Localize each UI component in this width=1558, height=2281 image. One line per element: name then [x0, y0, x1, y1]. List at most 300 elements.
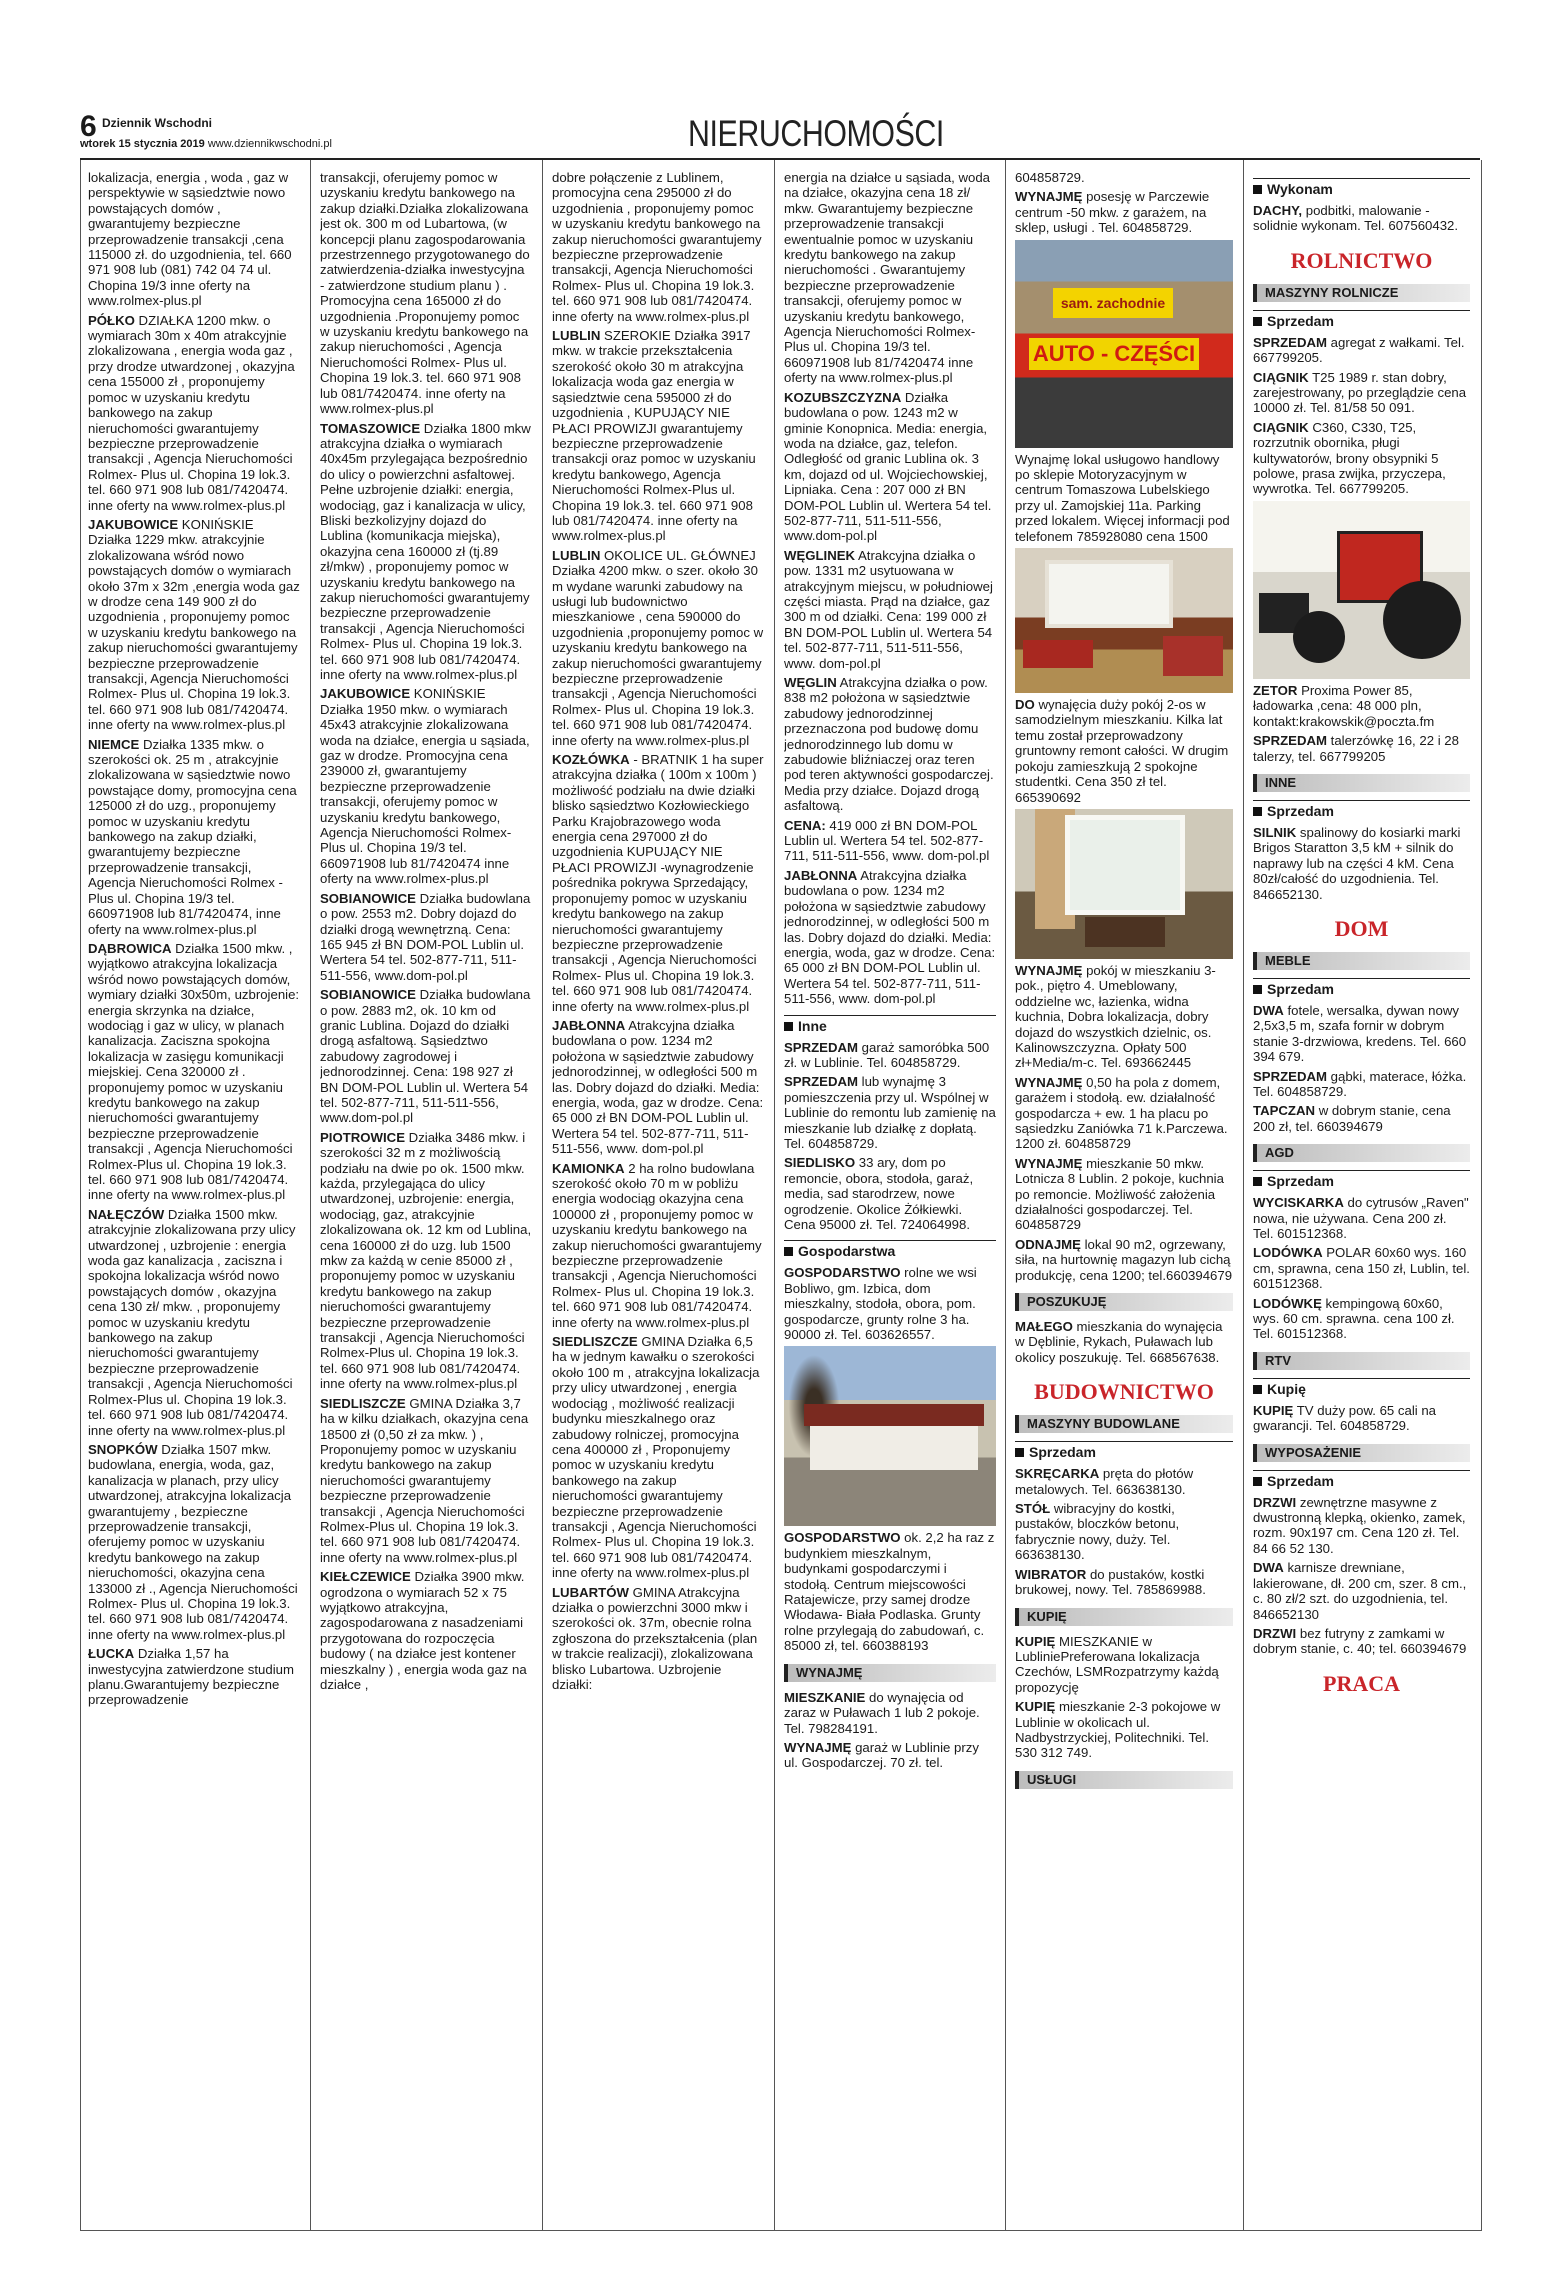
square-bullet-icon: [1253, 1385, 1262, 1394]
ad-text: Działka 1500 mkw. atrakcyjnie zlokalizowana przy ulicy utwardzonej , uzbrojenie : energia woda gaz kanalizacja , zaciszna i spokojna lokalizacja wśród nowo powstających domów , okazyjna cena 130 zł/ mkw. , proponujemy pomoc w uzyskaniu kredytu bankowego na zakup nieruchomości gwarantujemy bezpieczne przeprowadzenie transakcji , Agencja Nieruchomości Rolmex-Plus ul. Chopina 19 lok.3. tel. 660 971 908 lub 081/7420474. inne oferty na www.rolmex-plus.pl: [88, 1206, 296, 1438]
classified-ad: [1253, 1195, 1470, 1241]
ad-text: Atrakcyjna działka budowlana o pow. 1234 m2 położona w sąsiedztwie zabudowy jednorodzinnej, w odległości 500 m las. Dobry dojazd do działki. Media: energia, woda, gaz w drodze. Cena: 65 000 zł BN DOM-POL Lublin ul. Wertera 54 tel. 502-877-711, 511-511-556, www. dom-pol.pl: [552, 1017, 764, 1157]
classified-ad: [1253, 683, 1470, 729]
ad-list: [552, 170, 764, 1692]
subsection-bar-wyposazenie: WYPOSAŻENIE: [1253, 1444, 1470, 1462]
page-header: [80, 112, 1480, 160]
ad-text: wibracyjny do kostki, pustaków, bloczków betonu, fabrycznie nowy, duży. Tel. 663638130.: [1015, 1501, 1180, 1563]
ad-text: transakcji, oferujemy pomoc w uzyskaniu kredytu bankowego na zakup działki.Działka zlokalizowana jest ok. 300 m od Lubartowa, (w koncepcji planu zagospodarowania przestrzennego przygotowanego do zatwierdzenia-działka inwestycyjna - zatwierdzone studium planu ) . Promocyjna cena 165000 zł do uzgodnienia .Proponujemy pomoc w uzyskaniu kredytu bankowego na zakup nieruchomości , Agencja Nieruchomości Rolmex- Plus ul. Chopina 19 lok.3. tel. 660 971 908 lub 081/7420474. inne oferty na www.rolmex-plus.pl: [320, 170, 530, 417]
classified-ad: [552, 1334, 764, 1581]
column-1: [88, 170, 300, 2230]
ad-lead-word: SOBIANOWICE: [320, 890, 416, 906]
classified-ad: [1253, 1103, 1470, 1134]
classified-ad: [88, 313, 300, 513]
ad-lead-word: GOSPODARSTWO: [784, 1265, 901, 1281]
ad-text: SZEROKIE Działka 3917 mkw. w trakcie przekształcenia szerokość około 30 m atrakcyjna lokalizacja woda gaz energia w sąsiedztwie cena 595000 zł do uzgodnienia , KUPUJĄCY NIE PŁACI PROWIZJI gwarantujemy bezpieczne przeprowadzenie transakcji oraz pomoc w uzyskaniu kredytu bankowego, Agencja Nieruchomości Rolmex-Plus ul. Chopina 19 lok.3. tel. 660 971 908 lub 081/7420474. inne oferty na www.rolmex-plus.pl: [552, 328, 756, 544]
ad-text: Działka 1500 mkw. , wyjątkowo atrakcyjna lokalizacja wśród nowo powstających domów, wymiary działki 30x50m, uzbrojenie: energia skrzynka na działce, wodociąg i gaz w ulicy, w planach kanalizacja. Zaciszna spokojna lokalizacja w zasięgu komunikacji miejskiej. Cena 320000 zł . proponujemy pomoc w uzyskaniu kredytu bankowego na zakup nieruchomości gwarantujemy bezpieczne przeprowadzenie transakcji , Agencja Nieruchomości Rolmex-Plus ul. Chopina 19 lok.3. tel. 660 971 908 lub 081/7420474. inne oferty na www.rolmex-plus.pl: [88, 940, 300, 1203]
classified-ad: [1015, 1075, 1233, 1152]
ad-lead-word: PÓŁKO: [88, 312, 135, 328]
ad-lead-word: KIEŁCZEWICE: [320, 1569, 411, 1585]
ad-lead-word: LUBLIN: [552, 547, 601, 563]
ad-lead-word: CIĄGNIK: [1253, 419, 1309, 435]
classified-ad: [784, 1074, 996, 1151]
classified-ad: [320, 686, 532, 886]
classified-ad: [784, 170, 996, 386]
classified-ad: [1253, 420, 1470, 497]
subsection-bar-uslugi: USŁUGI: [1015, 1771, 1233, 1789]
ad-lead-word: DWA: [1253, 1002, 1284, 1018]
photo-roof: [804, 1404, 984, 1426]
square-bullet-icon: [1253, 807, 1262, 816]
category-heading-inne: [784, 1015, 996, 1034]
classified-ad: [1015, 1567, 1233, 1598]
category-heading-kupie: [1253, 1378, 1470, 1397]
ad-list: [1015, 452, 1233, 544]
classified-ad: [552, 548, 764, 748]
ad-text: KONIŃSKIE Działka 1229 mkw. atrakcyjnie zlokalizowana wśród nowo powstających domów o wymiarach około 37m x 32m ,energia woda gaz w drodze cena 149 900 zł do uzgodnienia , proponujemy pomoc w uzyskaniu kredytu bankowego na zakup nieruchomości gwarantujemy bezpieczne przeprowadzenie transakcji, Agencja Nieruchomości Rolmex- Plus ul. Chopina 19 lok.3. tel. 660 971 908 lub 081/7420474. inne oferty na www.rolmex-plus.pl: [88, 516, 300, 733]
ad-text: - BRATNIK 1 ha super atrakcyjna działka ( 100m x 100m ) możliwość podziału na dwie działki blisko sąsiedztwo Kozłowieckiego Parku Krajobrazowego woda energia cena 297000 zł do uzgodnienia KUPUJĄCY NIE PŁACI PROWIZJI -wynagrodzenie pośrednika pokrywa Sprzedający, proponujemy pomoc w uzyskaniu kredytu bankowego na zakup nieruchomości gwarantujemy bezpieczne przeprowadzenie transakcji , Agencja Nieruchomości Rolmex- Plus ul. Chopina 19 lok.3. tel. 660 971 908 lub 081/7420474. inne oferty na www.rolmex-plus.pl: [552, 752, 764, 1014]
section-title: NIERUCHOMOŚCI: [688, 113, 944, 154]
ad-lead-word: WYCISKARKA: [1253, 1195, 1344, 1211]
ad-text: GMINA Działka 3,7 ha w kilku działkach, okazyjna cena 18500 zł (0,50 zł za mkw. ) , Proponujemy pomoc w uzyskaniu kredytu bankowego na zakup nieruchomości gwarantujemy bezpieczne przeprowadzenie transakcji , Agencja Nieruchomości Rolmex-Plus ul. Chopina 19 lok.3. tel. 660 971 908 lub 081/7420474. inne oferty na www.rolmex-plus.pl: [320, 1395, 529, 1565]
ad-text: C360, C330, T25, rozrzutnik obornika, pługi kultywatorów, brony obsypniki 5 polowe, prasa zwijka, przyczepa, wywrotka. Tel. 667799205.: [1253, 419, 1446, 497]
ad-text: Działka 3900 mkw. ogrodzona o wymiarach 52 x 75 wyjątkowo atrakcyjna, zagospodarowana z nasadzeniami przygotowana do rozpoczęcia budowy ( na działce jest kontener mieszkalny ) , energia woda gaz na działce ,: [320, 1569, 527, 1692]
category-heading-wykonam: [1253, 178, 1470, 197]
ad-lead-word: WYNAJMĘ: [1015, 189, 1083, 205]
ad-lead-word: CIĄGNIK: [1253, 369, 1309, 385]
ad-text: 604858729.: [1015, 170, 1085, 185]
subsection-bar-meble: MEBLE: [1253, 952, 1470, 970]
photo-window: [1065, 815, 1185, 915]
ad-text: Działka 1507 mkw. budowlana, energia, woda, gaz, kanalizacja w planach, przy ulicy utwardzonej, atrakcyjna lokalizacja gwarantujemy , bezpieczne przeprowadzenie transakcji, oferujemy pomoc w uzyskaniu kredytu bankowego na zakup nieruchomości, okazyjna cena 133000 zł ., Agencja Nieruchomości Rolmex- Plus ul. Chopina 19 lok.3. tel. 660 971 908 lub 081/7420474. inne oferty na www.rolmex-plus.pl: [88, 1441, 298, 1642]
section-heading-budownictwo: BUDOWNICTWO: [1034, 1379, 1214, 1405]
classified-ad: [552, 1018, 764, 1157]
ad-lead-word: KOZŁÓWKA: [552, 752, 630, 768]
square-bullet-icon: [1253, 185, 1262, 194]
ad-lead-word: SIEDLISKO: [784, 1155, 856, 1171]
ad-lead-word: SPRZEDAM: [1253, 1068, 1327, 1084]
room-photo: [1015, 809, 1233, 959]
square-bullet-icon: [1015, 1448, 1024, 1457]
farm-house-photo: [784, 1346, 996, 1526]
ad-text: Działka 3486 mkw. i szerokości 32 m z możliwością podziału na dwie po ok. 1500 mkw. każda, przylegająca do ulicy utwardzonej, uzbrojenie: energia, wodociąg, gaz, atrakcyjnie zlokalizowana ok. 12 km od Lublina, cena 160000 zł do uzg. lub 1500 mkw za każdą w cenie 85000 zł , proponujemy pomoc w uzyskaniu kredytu bankowego na zakup nieruchomości gwarantujemy bezpieczne przeprowadzenie transakcji , Agencja Nieruchomości Rolmex-Plus ul. Chopina 19 lok.3. tel. 660 971 908 lub 081/7420474. inne oferty na www.rolmex-plus.pl: [320, 1129, 532, 1392]
tractor-photo: [1253, 501, 1470, 679]
ad-text: KONIŃSKIE Działka 1950 mkw. o wymiarach 45x43 atrakcyjnie zlokalizowana woda na działce, energia u sąsiada, gaz w drodze. Promocyjna cena 239000 zł, gwarantujemy bezpieczne przeprowadzenie transakcji, oferujemy pomoc w uzyskaniu kredytu bankowego, Agencja Nieruchomości Rolmex- Plus ul. Chopina 19/3 tel. 660971908 lub 81/7420474 inne oferty na www.rolmex-plus.pl: [320, 686, 530, 887]
classified-ad: [784, 1155, 996, 1232]
classified-ad: [1015, 1319, 1233, 1365]
ad-lead-word: WYNAJMĘ: [784, 1739, 852, 1755]
ad-lead-word: TOMASZOWICE: [320, 420, 421, 436]
ad-lead-word: DRZWI: [1253, 1494, 1297, 1510]
ad-text: karnisze drewniane, lakierowane, dł. 200 cm, szer. 8 cm., c. 80 zł/2 szt. do uzgodnienia, tel. 846652130: [1253, 1560, 1467, 1622]
subsection-bar-agd: AGD: [1253, 1144, 1470, 1162]
classified-ad: [1015, 1634, 1233, 1696]
ad-lead-word: WĘGLINEK: [784, 547, 856, 563]
category-label: Sprzedam: [1267, 980, 1334, 997]
ad-text: w dobrym stanie, cena 200 zł, tel. 660394679: [1253, 1103, 1451, 1134]
shop-sign-small: sam. zachodnie: [1053, 288, 1173, 318]
classified-ad: [1253, 733, 1470, 764]
ad-lead-word: SKRĘCARKA: [1015, 1466, 1100, 1482]
column-divider: [1005, 160, 1006, 2230]
ad-text: Atrakcyjna działka budowlana o pow. 1234 m2 położona w sąsiedztwie zabudowy jednorodzinnej, w odległości 500 m las. Dobry dojazd do działki. Media: energia, woda, gaz w drodze. Cena: 65 000 zł BN DOM-POL Lublin ul. Wertera 54 tel. 502-877-711, 511-511-556, www. dom-pol.pl: [784, 867, 996, 1007]
ad-lead-word: DRZWI: [1253, 1625, 1297, 1641]
classified-ad: [784, 1530, 996, 1653]
category-heading-sprzedam: [1253, 978, 1470, 997]
classified-ad: [552, 1585, 764, 1693]
brand-name: Dziennik Wschodni: [102, 116, 213, 130]
classified-ad: [784, 675, 996, 814]
ad-lead-word: KAMIONKA: [552, 1160, 625, 1176]
square-bullet-icon: [784, 1022, 793, 1031]
classified-ad: [1015, 189, 1233, 235]
photo-bed: [1163, 636, 1223, 676]
ad-list: [1253, 335, 1470, 497]
subsection-bar-maszyny-rolnicze: MASZYNY ROLNICZE: [1253, 284, 1470, 302]
ad-text: lokalizacja, energia , woda , gaz w perspektywie w sąsiedztwie nowo powstających domów , gwarantujemy bezpieczne przeprowadzenie transakcji ,cena 115000 zł. do uzgodnienia, tel. 660 971 908 lub (081) 742 04 74 ul. Chopina 19/3 inne oferty na www.rolmex-plus.pl: [88, 170, 292, 309]
category-label: Gospodarstwa: [798, 1243, 896, 1260]
ad-lead-word: ZETOR: [1253, 682, 1298, 698]
ad-lead-word: TAPCZAN: [1253, 1103, 1316, 1119]
ad-text: do wynajęcia od zaraz w Puławach 1 lub 2 pokoje. Tel. 798284191.: [784, 1689, 980, 1736]
ad-lead-word: LODÓWKA: [1253, 1245, 1323, 1261]
category-label: Kupię: [1267, 1380, 1306, 1397]
ad-lead-word: DĄBROWICA: [88, 940, 172, 956]
category-heading-sprzedam: [1015, 1441, 1233, 1460]
ad-lead-word: DO: [1015, 697, 1035, 713]
ad-text: pręta do płotów metalowych. Tel. 663638130.: [1015, 1466, 1194, 1497]
ad-lead-word: SPRZEDAM: [1253, 733, 1327, 749]
classified-ad: [1015, 963, 1233, 1071]
ad-lead-word: JAKUBOWICE: [320, 686, 411, 702]
ad-list: [1253, 1495, 1470, 1657]
classified-ad: [88, 517, 300, 733]
classified-ad: [88, 941, 300, 1203]
ad-lead-word: SIEDLISZCZE: [552, 1334, 638, 1350]
column-4: [784, 170, 996, 2230]
ad-lead-word: SIEDLISZCZE: [320, 1395, 406, 1411]
ad-lead-word: ODNAJMĘ: [1015, 1236, 1081, 1252]
ad-text: 33 ary, dom po remoncie, obora, stodoła, garaż, media, sad starodrzew, nowe ogrodzenie. Okolice Żółkiewki. Cena 95000 zł. Tel. 724064998.: [784, 1155, 974, 1232]
photo-wheel: [1293, 611, 1345, 663]
classified-ad: [320, 170, 532, 417]
classified-ad: [1253, 1626, 1470, 1657]
classified-ad: [784, 548, 996, 671]
room-photo: [1015, 548, 1233, 693]
ad-lead-word: LUBARTÓW: [552, 1584, 629, 1600]
category-heading-gospodarstwa: [784, 1240, 996, 1259]
ad-lead-word: SPRZEDAM: [784, 1074, 858, 1090]
ad-text: kempingową 60x60, wys. 60 cm. sprawna. cena 100 zł. Tel. 601512368.: [1253, 1295, 1455, 1342]
classified-ad: [88, 1442, 300, 1642]
category-label: Sprzedam: [1267, 312, 1334, 329]
ad-text: lub wynajmę 3 pomieszczenia przy ul. Wspólnej w Lublinie do remontu lub zamienię na mieszkanie lub działkę z dopłatą. Tel. 604858729.: [784, 1074, 996, 1151]
ad-text: Działka 1335 mkw. o szerokości ok. 25 m , atrakcyjnie zlokalizowana w sąsiedztwie nowo powstające domy, promocyjna cena 125000 zł do uzg., proponujemy pomoc w uzyskaniu kredytu bankowego na zakup działki, gwarantujemy bezpieczne przeprowadzenie transakcji, Agencja Nieruchomości Rolmex - Plus ul. Chopina 19/3 tel. 660971908 lub 81/7420474, inne oferty na www.rolmex-plus.pl: [88, 736, 297, 937]
photo-bed: [1023, 640, 1093, 668]
ad-lead-word: GOSPODARSTWO: [784, 1530, 901, 1546]
classified-ad: [1253, 1403, 1470, 1434]
ad-text: mieszkanie 50 mkw. Lotnicza 8 Lublin. 2 pokoje, kuchnia po remoncie. Możliwość założenia działalności gospodarczej. Tel. 604858729: [1015, 1155, 1224, 1233]
category-label: Sprzedam: [1267, 1173, 1334, 1190]
ad-text: do pustaków, kostki brukowej, nowy. Tel. 785869988.: [1015, 1566, 1206, 1598]
ad-text: zewnętrzne masywne z dwustronną klepką, okienko, zamek, rozm. 90x197 cm. Cena 120 zł. Tel. 84 66 52 130.: [1253, 1494, 1466, 1556]
ad-list: [1253, 683, 1470, 764]
ad-lead-word: MIESZKANIE: [784, 1689, 866, 1705]
ad-text: OKOLICE UL. GŁÓWNEJ Działka 4200 mkw. o szer. około 30 m wydane warunki zabudowy na usługi lub budownictwo mieszkaniowe , cena 590000 do uzgodnienia ,proponujemy pomoc w uzyskaniu kredytu bankowego na zakup nieruchomości gwarantujemy bezpieczne przeprowadzenie transakcji , Agencja Nieruchomości Rolmex- Plus ul. Chopina 19 lok.3. tel. 660 971 908 lub 081/7420474. inne oferty na www.rolmex-plus.pl: [552, 547, 764, 748]
ad-list: [1015, 963, 1233, 1283]
ad-text: GMINA Działka 6,5 ha w jednym kawałku o szerokości około 100 m , atrakcyjna lokalizacja przy ulicy utwardzonej , energia wodociąg , możliwość realizacji budynku mieszkalnego oraz zabudowy rolniczej, promocyjna cena 400000 zł , Proponujemy pomoc w uzyskaniu kredytu bankowego na zakup nieruchomości gwarantujemy bezpieczne przeprowadzenie transakcji , Agencja Nieruchomości Rolmex- Plus ul. Chopina 19 lok.3. tel. 660 971 908 lub 081/7420474. inne oferty na www.rolmex-plus.pl: [552, 1334, 760, 1581]
classified-ad: [88, 1646, 300, 1708]
classified-ad: [320, 891, 532, 983]
ad-text: wynajęcia duży pokój 2-os w samodzielnym mieszkaniu. Kilka lat temu został przeprowadzony gruntowny remont całości. W drugim pokoju zamieszkują 2 spokojne studentki. Cena 350 zł tel. 665390692: [1015, 697, 1229, 805]
ad-text: podbitki, malowanie - solidnie wykonam. Tel. 607560432.: [1253, 203, 1459, 234]
ad-list: [1253, 203, 1470, 234]
ad-lead-word: WYNAJMĘ: [1015, 1155, 1083, 1171]
ad-text: Działka budowlana o pow. 1243 m2 w gminie Konopnica. Media: energia, woda na działce, gaz, telefon. Odległość od granic Lublina ok. 3 km, dojazd od ul. Wojciechowskiej, Lipniaka. Cena : 207 000 zł BN DOM-POL Lublin ul. Wertera 54 tel. 502-877-711, 511-511-556, www.dom-pol.pl: [784, 389, 992, 544]
classified-ad: [1015, 1156, 1233, 1233]
ad-lead-word: NIEMCE: [88, 736, 140, 752]
classified-ad: [784, 1040, 996, 1071]
column-divider: [542, 160, 543, 2230]
ad-lead-word: JABŁONNA: [552, 1017, 626, 1033]
classified-ad: [1253, 1495, 1470, 1557]
ad-list: [1253, 1403, 1470, 1434]
ad-list: [1015, 1466, 1233, 1597]
ad-lead-word: SPRZEDAM: [784, 1039, 858, 1055]
ad-text: 419 000 zł BN DOM-POL Lublin ul. Wertera 54 tel. 502-877-711, 511-511-556, www. dom-pol.pl: [784, 817, 990, 864]
ad-text: energia na działce u sąsiada, woda na działce, okazyjna cena 18 zł/ mkw. Gwarantujemy bezpieczne przeprowadzenie transakcji ewentualnie pomoc w uzyskaniu kredytu bankowego na zakup nieruchomości . Gwarantujemy bezpieczne przeprowadzenie transakcji, oferujemy pomoc w uzyskaniu kredytu bankowego, Agencja Nieruchomości Rolmex- Plus ul. Chopina 19/3 tel. 660971908 lub 81/7420474 inne oferty na www.rolmex-plus.pl: [784, 170, 991, 386]
classified-ad: [320, 421, 532, 683]
ad-lead-word: WYNAJMĘ: [1015, 962, 1083, 978]
ad-text: T25 1989 r. stan dobry, zarejestrowany, po przeglądzie cena 10000 zł. Tel. 81/58 50 091.: [1253, 369, 1467, 416]
classified-ad: [1253, 1003, 1470, 1065]
column-3: [552, 170, 764, 2230]
ad-list: [1253, 825, 1470, 902]
classified-ad: [320, 1130, 532, 1392]
ad-text: garaż samoróbka 500 zł. w Lublinie. Tel. 604858729.: [784, 1039, 990, 1070]
ad-text: pokój w mieszkaniu 3-pok., piętro 4. Umeblowany, oddzielne wc, łazienka, widna kuchnia, Dobra lokalizacja, dobry dojazd do wszystkich dzielnic, os. Kalinowszczyzna. Opłaty 500 zł+Media/m-c. Tel. 693662445: [1015, 962, 1216, 1071]
section-heading-praca: PRACA: [1323, 1670, 1400, 1696]
classified-ad: [1253, 1069, 1470, 1100]
category-label: Sprzedam: [1267, 1472, 1334, 1489]
classified-ad: [320, 1569, 532, 1692]
category-heading-sprzedam: [1253, 800, 1470, 819]
category-heading-sprzedam: [1253, 1170, 1470, 1189]
ad-text: talerzówkę 16, 22 i 28 talerzy, tel. 667799205: [1253, 733, 1459, 764]
ad-lead-word: ŁUCKA: [88, 1646, 135, 1662]
ad-text: Działka budowlana o pow. 2553 m2. Dobry dojazd do działki drogą wewnętrzną. Cena: 165 945 zł BN DOM-POL Lublin ul. Wertera 54 tel. 502-877-711, 511-511-556, www.dom-pol.pl: [320, 890, 531, 983]
classified-ad: [1015, 1699, 1233, 1761]
subsection-bar-poszukuje: POSZUKUJĘ: [1015, 1293, 1233, 1311]
ad-text: agregat z wałkami. Tel. 667799205.: [1253, 334, 1465, 366]
category-heading-sprzedam: [1253, 1470, 1470, 1489]
ad-text: TV duży pow. 65 cali na gwarancji. Tel. 604858729.: [1253, 1402, 1437, 1434]
square-bullet-icon: [1253, 317, 1262, 326]
ad-list: [784, 1040, 996, 1233]
ad-lead-word: CENA:: [784, 817, 826, 833]
ad-list: [784, 1690, 996, 1771]
ad-text: Działka 1,57 ha inwestycyjna zatwierdzone studium planu.Gwarantujemy bezpieczne przeprowadzenie: [88, 1646, 294, 1708]
category-label: Wykonam: [1267, 181, 1333, 197]
ad-lead-word: KOZUBSZCZYZNA: [784, 389, 902, 405]
square-bullet-icon: [784, 1247, 793, 1256]
shop-sign-large: AUTO - CZĘŚCI: [1029, 338, 1199, 370]
column-divider: [1243, 160, 1244, 2230]
ad-text: lokal 90 m2, ogrzewany, siła, na hurtownię magazyn lub cichą produkcję, cena 1200; tel.660394679: [1015, 1236, 1233, 1283]
ad-text: Wynajmę lokal usługowo handlowy po sklepie Motoryzacyjnym w centrum Tomaszowa Lubelskiego przy ul. Zamojskiej 11a. Parking przed lokalem. Więcej informacji pod telefonem 785928080 cena 1500: [1015, 451, 1230, 544]
classified-ad: [1253, 1296, 1470, 1342]
ad-list: [1015, 170, 1233, 236]
ad-text: dobre połączenie z Lublinem, promocyjna cena 295000 zł do uzgodnienia , proponujemy pomoc w uzyskaniu kredytu bankowego na zakup nieruchomości gwarantujemy bezpieczne przeprowadzenie transakcji, Agencja Nieruchomości Rolmex- Plus ul. Chopina 19 lok.3. tel. 660 971 908 lub 081/7420474. inne oferty na www.rolmex-plus.pl: [552, 170, 762, 324]
auto-parts-shop-photo: [1015, 240, 1233, 448]
photo-wall: [810, 1426, 978, 1470]
ad-lead-word: WĘGLIN: [784, 675, 837, 690]
ad-text: POLAR 60x60 wys. 160 cm, sprawna, cena 150 zł, Lublin, tel. 601512368.: [1253, 1245, 1470, 1292]
ad-lead-word: SOBIANOWICE: [320, 987, 416, 1003]
ad-lead-word: DWA: [1253, 1560, 1284, 1576]
classified-ad: [1015, 452, 1233, 544]
classified-ad: [784, 1265, 996, 1342]
ad-lead-word: LUBLIN: [552, 328, 601, 344]
classified-ad: [1253, 825, 1470, 902]
ad-lead-word: SPRZEDAM: [1253, 334, 1327, 350]
ad-text: MIESZKANIE w LubliniePreferowana lokalizacja Czechów, LSMRozpatrzymy każdą propozycję: [1015, 1633, 1219, 1695]
ad-lead-word: WYNAJMĘ: [1015, 1074, 1083, 1090]
classified-ad: [784, 1740, 996, 1771]
photo-window: [1045, 560, 1173, 628]
ad-lead-word: LODÓWKĘ: [1253, 1295, 1322, 1311]
column-6: [1253, 170, 1470, 2230]
ad-text: gąbki, materace, łóżka. Tel. 604858729.: [1253, 1068, 1467, 1099]
issue-date-line: [80, 138, 332, 151]
classified-ad: [784, 868, 996, 1007]
ad-text: 2 ha rolno budowlana szerokość około 70 m w pobliżu energia wodociąg okazyjna cena 100000 zł , proponujemy pomoc w uzyskaniu kredytu bankowego na zakup nieruchomości gwarantujemy bezpieczne przeprowadzenie transakcji , Agencja Nieruchomości Rolmex- Plus ul. Chopina 19 lok.3. tel. 660 971 908 lub 081/7420474. inne oferty na www.rolmex-plus.pl: [552, 1160, 762, 1330]
ad-text: rolne we wsi Bobliwo, gm. Izbica, dom mieszkalny, stodoła, obora, pom. gospodarcze, grunty rolne 3 ha. 90000 zł. Tel. 603626557.: [784, 1265, 977, 1343]
ad-text: mieszkania do wynajęcia w Dęblinie, Rykach, Puławach lub okolicy poszukuję. Tel. 668567638.: [1015, 1319, 1223, 1365]
classified-ad: [88, 1207, 300, 1438]
ad-text: bez futryny z zamkami w dobrym stanie, c. 40; tel. 660394679: [1253, 1625, 1467, 1657]
ad-text: ok. 2,2 ha raz z budynkiem mieszkalnym, budynkami gospodarczymi i stodołą. Centrum miejscowości Ratajewicze, przy samej drodze Włodawa- Biała Podlaska. Grunty rolne przylegają do zabudowań, c. 85000 zł, tel. 660388193: [784, 1530, 995, 1654]
classified-ad: [1015, 170, 1233, 185]
classified-ad: [88, 170, 300, 309]
subsection-bar-inne: INNE: [1253, 774, 1470, 792]
classified-ad: [552, 328, 764, 544]
square-bullet-icon: [1253, 1177, 1262, 1186]
category-label: Inne: [798, 1017, 827, 1034]
square-bullet-icon: [1253, 1477, 1262, 1486]
subsection-bar-kupie: KUPIĘ: [1015, 1608, 1233, 1626]
classified-ad: [320, 987, 532, 1126]
ad-text: Atrakcyjna działka o pow. 1331 m2 usytuowana w atrakcyjnym miejscu, w południowej części miasta. Prąd na działce, gaz 300 m od działki. Cena: 199 000 zł BN DOM-POL Lublin ul. Wertera 54 tel. 502-877-711, 511-511-556, www. dom-pol.pl: [784, 547, 993, 671]
ad-lead-word: SILNIK: [1253, 824, 1297, 840]
photo-wheel: [1383, 581, 1461, 659]
subsection-bar-wynajme: WYNAJMĘ: [784, 1664, 996, 1682]
ad-lead-word: PIOTROWICE: [320, 1129, 405, 1145]
ad-lead-word: KUPIĘ: [1253, 1402, 1294, 1418]
category-label: Sprzedam: [1029, 1444, 1096, 1461]
page-number: 6: [80, 110, 97, 143]
classified-ad: [552, 170, 764, 324]
classified-ad: [552, 752, 764, 1014]
subsection-bar-maszyny-budowlane: MASZYNY BUDOWLANE: [1015, 1415, 1233, 1433]
ad-text: fotele, wersalka, dywan nowy 2,5x3,5 m, szafa fornir w dobrym stanie 3-drzwiowa, kredens. Tel. 660 394 679.: [1253, 1002, 1467, 1065]
ad-lead-word: WIBRATOR: [1015, 1566, 1087, 1582]
photo-table: [1085, 917, 1165, 947]
ad-text: Atrakcyjna działka o pow. 838 m2 położona w sąsiedztwie zabudowy jednorodzinnej przeznaczona pod budowę domu jednorodzinnego lub domu w zabudowie bliźniaczej oraz teren pod teren aktywności gospodarczej. Media przy działce. Dojazd drogą asfaltową.: [784, 675, 994, 814]
ad-text: Działka budowlana o pow. 2883 m2, ok. 10 km od granic Lublina. Dojazd do działki drogą asfaltową. Sąsiedztwo zabudowy zagrodowej i jednorodzinnej. Cena: 198 927 zł BN DOM-POL Lublin ul. Wertera 54 tel. 502-877-711, 511-511-556, www.dom-pol.pl: [320, 987, 531, 1126]
ad-lead-word: KUPIĘ: [1015, 1633, 1056, 1649]
ad-text: do cytrusów „Raven" nowa, nie używana. Cena 200 zł. Tel. 601512368.: [1253, 1195, 1469, 1241]
square-bullet-icon: [1253, 985, 1262, 994]
classified-ad: [1253, 335, 1470, 366]
ad-lead-word: MAŁEGO: [1015, 1319, 1073, 1335]
ad-text: DZIAŁKA 1200 mkw. o wymiarach 30m x 40m atrakcyjnie zlokalizowana , energia woda gaz , przy drodze utwardzonej , okazyjna cena 155000 zł , proponujemy pomoc w uzyskaniu kredytu bankowego na zakup nieruchomości gwarantujemy bezpieczne przeprowadzenie transakcji , Agencja Nieruchomości Rolmex- Plus ul. Chopina 19 lok.3. tel. 660 971 908 lub 081/7420474. inne oferty na www.rolmex-plus.pl: [88, 312, 295, 513]
classified-ad: [552, 1161, 764, 1330]
ad-list: [1015, 1634, 1233, 1761]
classified-ad: [784, 818, 996, 864]
ad-lead-word: JAKUBOWICE: [88, 516, 179, 532]
ad-lead-word: STÓŁ: [1015, 1501, 1051, 1517]
ad-text: GMINA Atrakcyjna działka o powierzchni 3000 mkw i szerokości ok. 37m, obecnie rolna zgłoszona do przekształcenia (plan w trakcie realizacji), zlokalizowana blisko Lubartowa. Uzbrojenie działki:: [552, 1584, 758, 1692]
ad-list: [784, 1530, 996, 1653]
ad-text: Proxima Power 85, ładowarka ,cena: 48 000 pln, kontakt:krakowskik@poczta.fm: [1253, 682, 1435, 729]
ad-list: [1015, 697, 1233, 805]
ad-lead-word: SNOPKÓW: [88, 1441, 158, 1457]
category-label: Sprzedam: [1267, 802, 1334, 819]
column-2: [320, 170, 532, 2230]
ad-lead-word: DACHY,: [1253, 203, 1303, 218]
column-divider: [310, 160, 311, 2230]
section-heading-rolnictwo: ROLNICTWO: [1290, 247, 1433, 273]
issue-date: wtorek 15 stycznia 2019: [80, 138, 205, 150]
ad-list: [1253, 1195, 1470, 1342]
classified-ad: [1015, 697, 1233, 805]
classified-ad: [1253, 1245, 1470, 1291]
site-url[interactable]: www.dziennikwschodni.pl: [207, 138, 332, 150]
ad-lead-word: KUPIĘ: [1015, 1699, 1056, 1715]
ad-text: Działka 1800 mkw atrakcyjna działka o wymiarach 40x45m przylegająca bezpośrednio do ulicy o powierzchni asfaltowej. Pełne uzbrojenie działki: energia, wodociąg, gaz i kanalizacja w ulicy, Bliski bezkolizyjny dojazd do Lublina (komunikacja miejska), okazyjna cena 160000 zł (tj.89 zł/mkw) , proponujemy pomoc w uzyskaniu kredytu bankowego na zakup nieruchomości gwarantujemy bezpieczne przeprowadzenie transakcji , Agencja Nieruchomości Rolmex- Plus ul. Chopina 19 lok.3. tel. 660 971 908 lub 081/7420474. inne oferty na www.rolmex-plus.pl: [320, 420, 531, 682]
ad-list: [88, 170, 300, 1708]
category-heading-sprzedam: [1253, 310, 1470, 329]
ad-list: [1015, 1319, 1233, 1365]
classified-ad: [88, 737, 300, 937]
section-heading-dom: DOM: [1334, 915, 1389, 941]
classified-ad: [784, 1690, 996, 1736]
ad-lead-word: NAŁĘCZÓW: [88, 1206, 165, 1222]
ad-text: spalinowy do kosiarki marki Brigos Staratton 3,5 kM + silnik do naprawy lub na części 4 kM. Cena 80zł/całość do uzgodnienia. Tel. 846652130.: [1253, 824, 1461, 902]
classified-ad: [1015, 1501, 1233, 1563]
ad-text: garaż w Lublinie przy ul. Gospodarczej. 70 zł. tel.: [784, 1739, 979, 1771]
ad-lead-word: JABŁONNA: [784, 867, 858, 883]
ad-list: [320, 170, 532, 1692]
classified-ad: [1253, 1560, 1470, 1622]
column-divider: [774, 160, 775, 2230]
column-5: [1015, 170, 1233, 2230]
classified-ad: [1015, 1466, 1233, 1497]
ad-text: mieszkanie 2-3 pokojowe w Lublinie w okolicach ul. Nadbystrzyckiej, Politechniki. Tel. 530 312 749.: [1015, 1699, 1221, 1761]
classified-ad: [1253, 203, 1470, 234]
ad-list: [1253, 1003, 1470, 1134]
classified-ad: [1253, 370, 1470, 416]
ad-text: posesję w Parczewie centrum -50 mkw. z garażem, na sklep, usługi . Tel. 604858729.: [1015, 189, 1210, 236]
classified-ad: [320, 1396, 532, 1565]
classified-ad: [784, 390, 996, 544]
subsection-bar-rtv: RTV: [1253, 1352, 1470, 1370]
ad-list: [784, 1265, 996, 1342]
classified-ad: [1015, 1237, 1233, 1283]
ad-list: [784, 170, 996, 1007]
ad-text: 0,50 ha pola z domem, garażem i stodołą. ew. działalność gospodarcza + ew. 1 ha placu po sąsiedzku Zaniówka 71 k.Parczewa. 1200 zł. 604858729: [1015, 1074, 1228, 1152]
